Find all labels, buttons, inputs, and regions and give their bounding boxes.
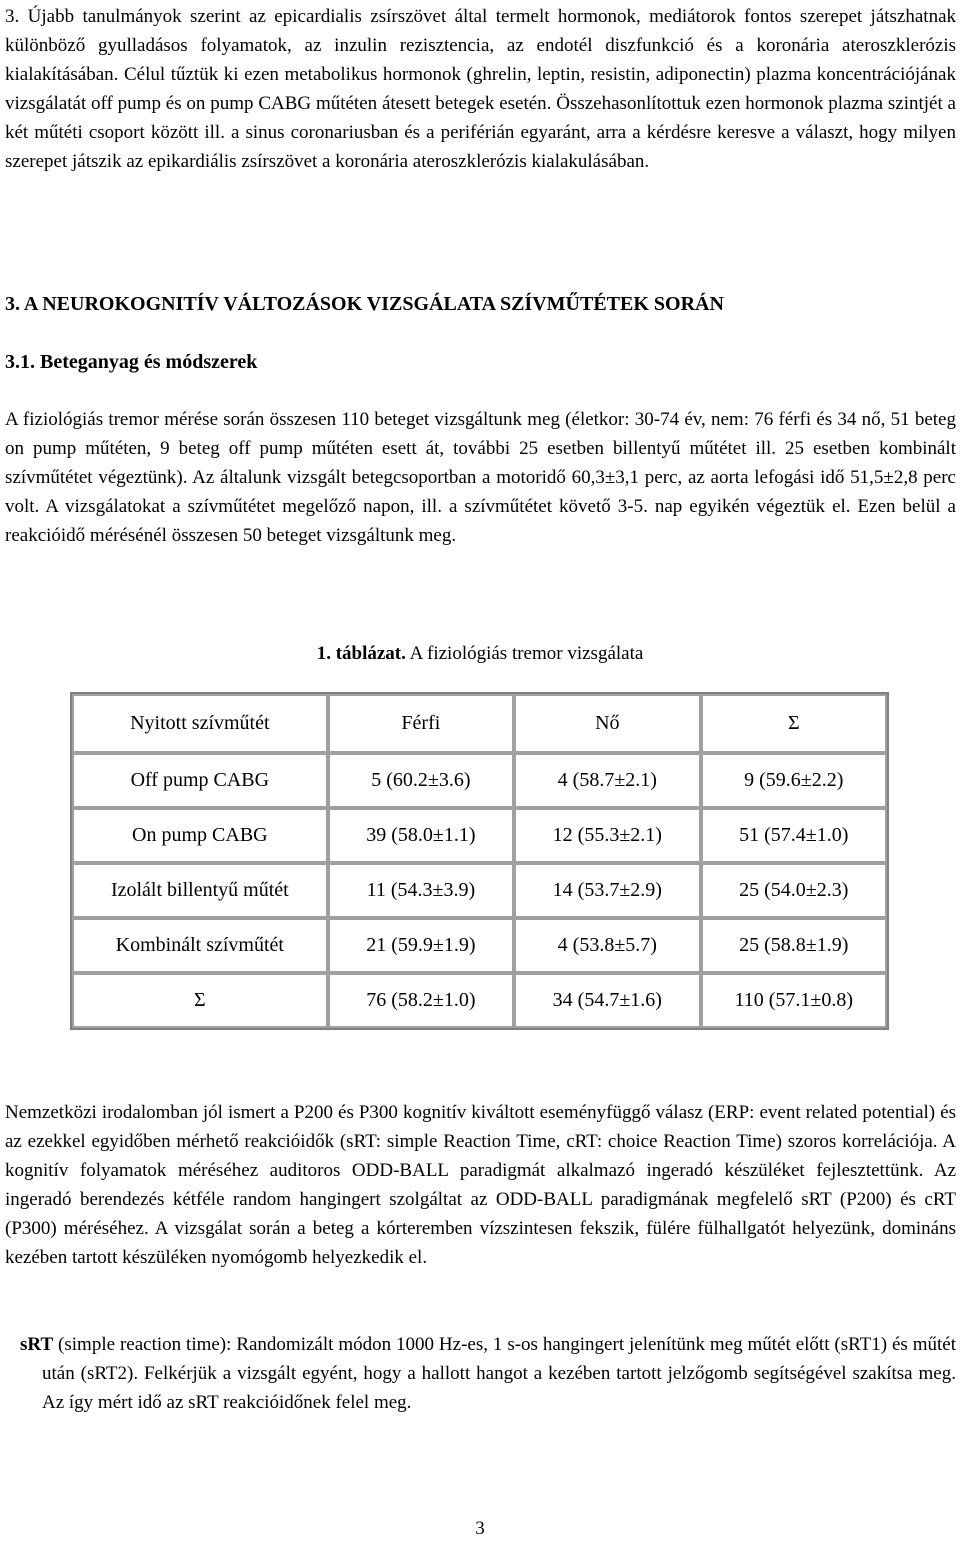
- table-caption-text: A fiziológiás tremor vizsgálata: [405, 643, 644, 664]
- table-cell: 12 (55.3±2.1): [514, 808, 700, 863]
- header-cell-female: Nő: [514, 694, 700, 753]
- table-row: [72, 918, 887, 973]
- table-cell: Off pump CABG: [72, 753, 328, 808]
- table-caption-label: 1. táblázat.: [316, 643, 406, 664]
- table-row: [72, 808, 887, 863]
- table-cell: 4 (53.8±5.7): [514, 918, 700, 973]
- header-cell-surgery: Nyitott szívműtét: [72, 694, 328, 753]
- page-number: 3: [475, 1518, 485, 1539]
- table-cell: 34 (54.7±1.6): [514, 973, 700, 1028]
- table-cell: 25 (54.0±2.3): [701, 863, 887, 918]
- table-header-row: [72, 694, 887, 753]
- table-cell: 4 (58.7±2.1): [514, 753, 700, 808]
- table-cell: On pump CABG: [72, 808, 328, 863]
- table-cell: Kombinált szívműtét: [72, 918, 328, 973]
- table-cell: 9 (59.6±2.2): [701, 753, 887, 808]
- erp-paragraph: Nemzetközi irodalomban jól ismert a P200 és P300 kognitív kiváltott eseményfüggő válasz (ERP: event related potential) és az ezekkel egyidőben mérhető reakcióidők (sRT: simple Reaction Time, cRT: choice Reaction Time) szoros korrelációja. A kognitív folyamatok méréséhez auditoros ODD-BALL paradigmát alkalmazó ingeradó készüléket fejlesztettünk. Az ingeradó berendezés kétféle random hangingert szolgáltat az ODD-BALL paradigmának megfelelő sRT (P200) és cRT (P300) méréséhez. A vizsgálat során a beteg a kórteremben vízszintesen fekszik, fülére fülhallgatót helyezünk, domináns kezében tartott készüléken nyomógomb helyezkedik el.: [5, 1102, 956, 1268]
- header-cell-total: Σ: [701, 694, 887, 753]
- table-cell: Σ: [72, 973, 328, 1028]
- tremor-table: [70, 692, 889, 1030]
- table-cell: 110 (57.1±0.8): [701, 973, 887, 1028]
- table-caption: [0, 639, 960, 668]
- table-cell: 39 (58.0±1.1): [328, 808, 514, 863]
- table-cell: 25 (58.8±1.9): [701, 918, 887, 973]
- table-row: [72, 863, 887, 918]
- table-row: [72, 753, 887, 808]
- table-cell: 14 (53.7±2.9): [514, 863, 700, 918]
- table-cell: 5 (60.2±3.6): [328, 753, 514, 808]
- methods-paragraph: A fiziológiás tremor mérése során összesen 110 beteget vizsgáltunk meg (életkor: 30-74 év, nem: 76 férfi és 34 nő, 51 beteg on pump műtéten, 9 beteg off pump műtéten esett át, további 25 esetben billentyű műtétet ill. 25 esetben kombinált szívműtétet végeztünk). Az általunk vizsgált betegcsoportban a motoridő 60,3±3,1 perc, az aorta lefogási idő 51,5±2,8 perc volt. A vizsgálatokat a szívműtétet megelőző napon, ill. a szívműtétet követő 3-5. nap egyikén végeztük el. Ezen belül a reakcióidő mérésénél összesen 50 beteget vizsgáltunk meg.: [5, 409, 956, 546]
- intro-paragraph: 3. Újabb tanulmányok szerint az epicardialis zsírszövet által termelt hormonok, mediátorok fontos szerepet játszhatnak különböző gyulladásos folyamatok, az inzulin rezisztencia, az endotél diszfunkció és a koronária ateroszklerózis kialakításában. Célul tűztük ki ezen metabolikus hormonok (ghrelin, leptin, resistin, adiponectin) plazma koncentrációjának vizsgálatát off pump és on pump CABG műtéten átesett betegek esetén. Összehasonlítottuk ezen hormonok plazma szintjét a két műtéti csoport között ill. a sinus coronariusban és a periférián egyaránt, arra a kérdésre keresve a választ, hogy milyen szerepet játszik az epikardiális zsírszövet a koronária ateroszklerózis kialakulásában.: [5, 6, 956, 172]
- table-cell: Izolált billentyű műtét: [72, 863, 328, 918]
- srt-note-term: sRT: [20, 1334, 54, 1355]
- srt-note: [20, 1330, 956, 1417]
- table-cell: 76 (58.2±1.0): [328, 973, 514, 1028]
- table-cell: 11 (54.3±3.9): [328, 863, 514, 918]
- srt-note-text: (simple reaction time): Randomizált módon 1000 Hz-es, 1 s-os hangingert jelenítünk meg műtét előtt (sRT1) és műtét után (sRT2). Felkérjük a vizsgált egyént, hogy a hallott hangot a kezében tartott jelzőgomb segítségével szakítsa meg. Az így mért idő az sRT reakcióidőnek felel meg.: [42, 1334, 956, 1413]
- header-cell-male: Férfi: [328, 694, 514, 753]
- subsection-heading: 3.1. Beteganyag és módszerek: [5, 351, 258, 373]
- table-cell: 21 (59.9±1.9): [328, 918, 514, 973]
- section-heading: 3. A NEUROKOGNITÍV VÁLTOZÁSOK VIZSGÁLATA SZÍVMŰTÉTEK SORÁN: [5, 293, 724, 315]
- table-row: [72, 973, 887, 1028]
- table-cell: 51 (57.4±1.0): [701, 808, 887, 863]
